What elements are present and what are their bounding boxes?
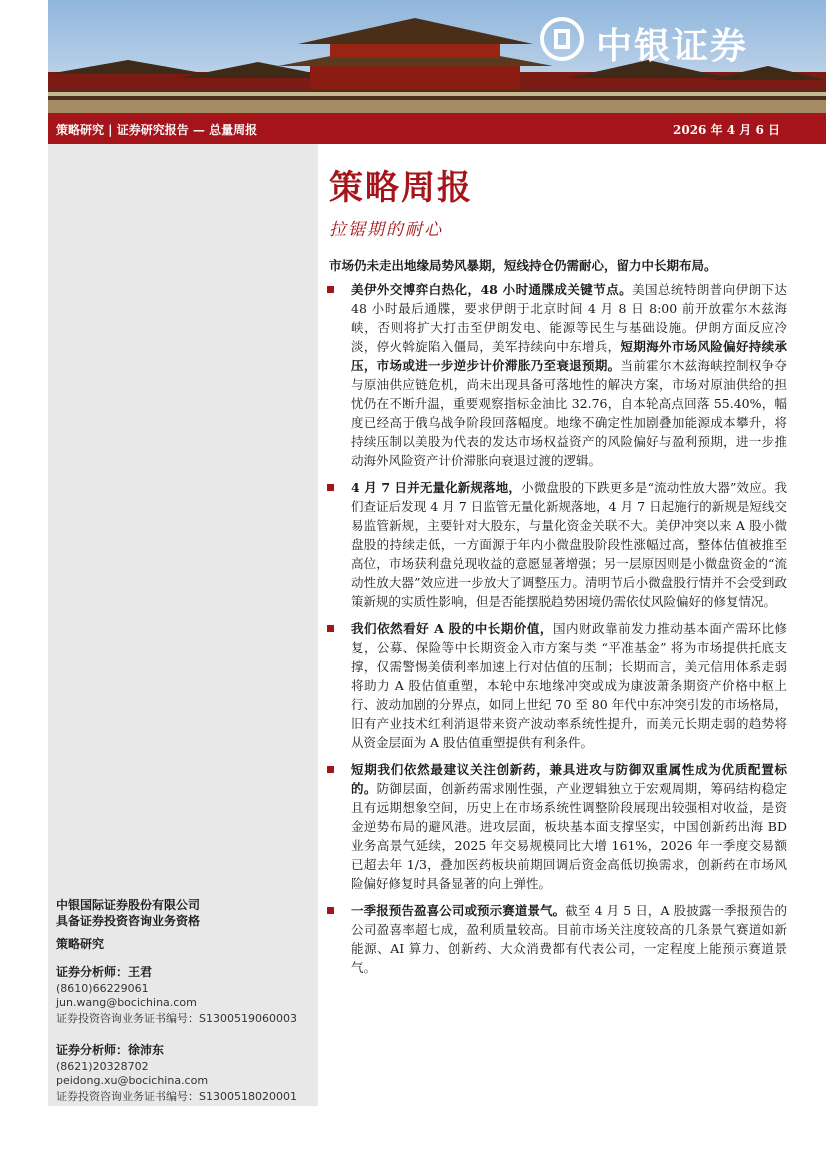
key-point — [327, 619, 787, 752]
analyst-email[interactable]: peidong.xu@bocichina.com — [56, 1074, 209, 1087]
brand-name: 中银证券 — [596, 26, 749, 67]
report-subtitle: 拉锯期的耐心 — [329, 220, 443, 240]
company-qualification: 具备证券投资咨询业务资格 — [56, 914, 201, 928]
header-banner — [48, 0, 826, 113]
key-point-lead: 短期我们依然最建议关注创新药，兼具进攻与防御双重属性成为优质配置标的。 — [351, 762, 787, 796]
bullet-square-icon — [327, 766, 334, 773]
bullet-square-icon — [327, 625, 334, 632]
report-date: 2026 年 4 月 6 日 — [673, 123, 780, 137]
key-point-text: 截至 4 月 5 日，A 股披露一季报预告的公司盈喜率超七成，盈利质量较高。目前市场关注度较高的几条景气赛道如新能源、AI 算力、创新药、大众消费都有代表公司，一定程度上能预示赛道景气。 — [351, 903, 787, 975]
report-title: 策略周报 — [329, 168, 473, 208]
key-point-text: 防御层面，创新药需求刚性强，产业逻辑独立于宏观周期，筹码结构稳定且有远期想象空间，历史上在市场系统性调整阶段展现出较强相对收益，是资金逆势布局的避风港。进攻层面，板块基本面支撑坚实，中国创新药出海 BD 业务高景气延续，2025 年交易规模同比大增 161%，2026 年一季度交易额已超去年 1/3，叠加医药板块前期回调后资金高低切换需求，创新药在市场风险偏好修复时具备显著的向上弹性。 — [351, 781, 787, 891]
key-point — [327, 760, 787, 893]
key-point-lead: 一季报预告盈喜公司或预示赛道景气。 — [351, 903, 566, 918]
report-summary: 市场仍未走出地缘局势风暴期，短线持仓仍需耐心，留力中长期布局。 — [329, 258, 717, 273]
bullet-square-icon — [327, 484, 334, 491]
key-points — [327, 280, 787, 985]
key-point-emphasis: 短期海外市场风险偏好持续承压，市场或进一步逆步计价滞胀乃至衰退预期。 — [351, 339, 787, 373]
key-point-text: 美国总统特朗普向伊朗下达 48 小时最后通牒，要求伊朗于北京时间 4 月 8 日 8:00 前开放霍尔木兹海峡，否则将扩大打击至伊朗发电、能源等民生与基础设施。伊朗方面反应冷淡，停火斡旋陷入僵局，美军持续向中东增兵， — [351, 282, 787, 354]
analyst-license: 证券投资咨询业务证书编号：S1300518020001 — [56, 1090, 297, 1103]
sidebar-panel — [48, 144, 318, 1106]
key-point-lead: 我们依然看好 A 股的中长期价值， — [351, 621, 553, 636]
key-point — [327, 478, 787, 611]
key-point-text: 小微盘股的下跌更多是“流动性放大器”效应。我们查证后发现 4 月 7 日监管无量化新规落地，4 月 7 日起施行的新规是短线交易监管新规，主要针对大股东，与量化资金关联不大。美伊冲突以来 A 股小微盘股的持续走低，一方面源于年内小微盘股阶段性涨幅过高，整体估值被推至高位，市场获利盘兑现收益的意愿显著增强；另一层原因则是小微盘资金的“流动性放大器”效应进一步放大了调整压力。清明节后小微盘股行情并不会受到政策新规的实质性影响，但是否能摆脱趋势困境仍需依仗风险偏好的修复情况。 — [351, 480, 787, 609]
key-point — [327, 901, 787, 977]
bank-logo-icon — [540, 17, 584, 61]
key-point-text: 当前霍尔木兹海峡控制权争夺与原油供应链危机，尚未出现具备可落地性的解决方案，市场对原油供给的担忧仍在不断升温，重要观察指标金油比 32.76，自本轮高点回落 55.40%，幅度已经高于俄乌战争阶段回落幅度。地缘不确定性加剧叠加能源成本攀升，将持续压制以美股为代表的发达市场权益资产的风险偏好与盈利预期，进一步推动海外风险资产计价滞胀向衰退过渡的逻辑。 — [351, 358, 787, 468]
analyst-title: 证券分析师：王君 — [56, 965, 153, 979]
analyst-phone: (8621)20328702 — [56, 1060, 149, 1073]
key-point-text: 国内财政靠前发力推动基本面产需环比修复，公募、保险等中长期资金入市方案与类 “平准基金” 将为市场提供托底支撑，仅需警惕美债利率加速上行对估值的压制；长期而言，美元信用体系走弱将助力 A 股估值重塑，本轮中东地缘冲突或成为康波萧条期资产价格中枢上行、波动加剧的分界点，如同上世纪 70 至 80 年代中东冲突引发的市场格局，旧有产业技术红利消退带来资产波动率系统性提升，而美元长期走弱的趋势将从资金层面为 A 股估值重塑提供有利条件。 — [351, 621, 787, 750]
analyst-license: 证券投资咨询业务证书编号：S1300519060003 — [56, 1012, 297, 1025]
research-dept: 策略研究 — [56, 937, 105, 951]
company-name: 中银国际证券股份有限公司 — [56, 898, 201, 912]
key-point-lead: 4 月 7 日并无量化新规落地， — [351, 480, 522, 495]
key-point-lead: 美伊外交博弈白热化，48 小时通牒成关键节点。 — [351, 282, 633, 297]
bullet-square-icon — [327, 907, 334, 914]
bullet-square-icon — [327, 286, 334, 293]
analyst-email[interactable]: jun.wang@bocichina.com — [56, 996, 197, 1009]
category-bar — [48, 113, 826, 144]
key-point — [327, 280, 787, 470]
analyst-phone: (8610)66229061 — [56, 982, 149, 995]
report-category: 策略研究 | 证券研究报告 — 总量周报 — [56, 123, 258, 137]
analyst-title: 证券分析师：徐沛东 — [56, 1043, 165, 1057]
